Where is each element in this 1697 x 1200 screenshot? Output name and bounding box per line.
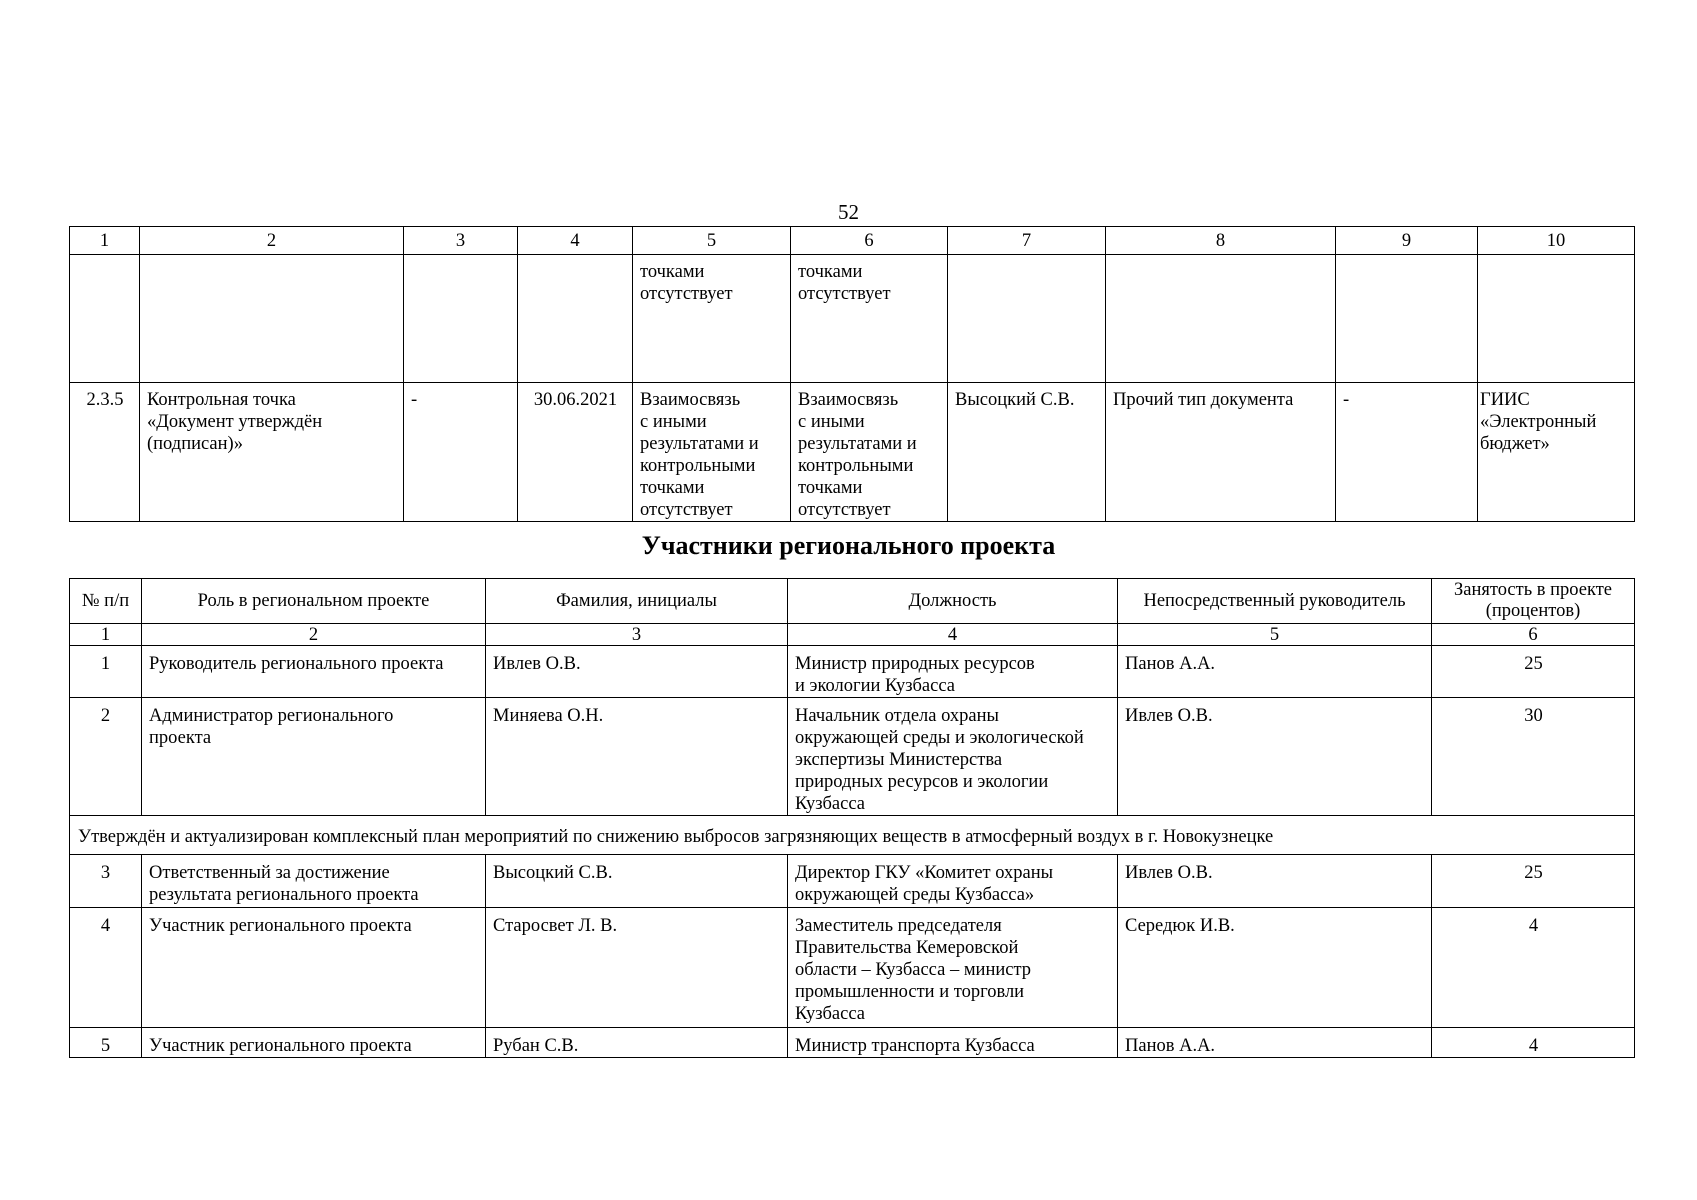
column-number: 3 bbox=[404, 227, 518, 255]
name-cell: Старосвет Л. В. bbox=[486, 908, 788, 1028]
name-cell: Ивлев О.В. bbox=[486, 646, 788, 698]
responsible-cell: Высоцкий С.В. bbox=[948, 383, 1106, 522]
cell-line: результатами и bbox=[798, 434, 917, 454]
role-cell bbox=[142, 646, 486, 698]
column-header: Роль в региональном проекте bbox=[142, 579, 486, 624]
cell-line: Директор ГКУ «Комитет охраны bbox=[795, 863, 1054, 883]
load-cell: 25 bbox=[1432, 646, 1635, 698]
relations-results-cell bbox=[633, 383, 791, 522]
role-cell bbox=[142, 855, 486, 908]
name-cell: Высоцкий С.В. bbox=[486, 855, 788, 908]
cell-line: природных ресурсов и экологии bbox=[795, 772, 1049, 792]
cell-line: Министр природных ресурсов bbox=[795, 654, 1035, 674]
column-header: Фамилия, инициалы bbox=[486, 579, 788, 624]
position-cell bbox=[788, 698, 1118, 816]
cell-line: Участник регионального проекта bbox=[149, 1036, 412, 1056]
name-cell: Рубан С.В. bbox=[486, 1028, 788, 1058]
table-row bbox=[70, 1028, 1635, 1058]
cell-line: с иными bbox=[640, 412, 707, 432]
cell-line: области – Кузбасса – министр bbox=[795, 960, 1032, 980]
column-header: Непосредственный руководитель bbox=[1118, 579, 1432, 624]
result-group-row bbox=[70, 816, 1635, 855]
role-cell bbox=[142, 1028, 486, 1058]
row-number-cell: 2 bbox=[70, 698, 142, 816]
position-cell bbox=[788, 1028, 1118, 1058]
load-cell: 30 bbox=[1432, 698, 1635, 816]
cell-line: Контрольная точка bbox=[147, 390, 296, 410]
table-cell bbox=[1336, 255, 1478, 383]
table-row-2-3-5 bbox=[70, 383, 1635, 522]
cell-line: окружающей среды и экологической bbox=[795, 728, 1084, 748]
role-cell bbox=[142, 698, 486, 816]
column-number: 10 bbox=[1478, 227, 1635, 255]
cell-line: и экологии Кузбасса bbox=[795, 676, 956, 696]
relations-checkpoints-cell bbox=[791, 383, 948, 522]
cell-line: отсутствует bbox=[798, 284, 891, 304]
cell-line: результата регионального проекта bbox=[149, 885, 419, 905]
manager-cell: Ивлев О.В. bbox=[1118, 698, 1432, 816]
cell-line: Правительства Кемеровской bbox=[795, 938, 1019, 958]
position-cell bbox=[788, 646, 1118, 698]
cell-line: отсутствует bbox=[640, 284, 733, 304]
manager-cell: Ивлев О.В. bbox=[1118, 855, 1432, 908]
information-system-cell bbox=[1478, 383, 1635, 522]
column-number: 4 bbox=[518, 227, 633, 255]
cell-line: отсутствует bbox=[798, 500, 891, 520]
relations-checkpoints-cell bbox=[791, 255, 948, 383]
position-cell bbox=[788, 855, 1118, 908]
checkpoint-name-cell bbox=[140, 383, 404, 522]
results-table-continuation bbox=[69, 226, 1635, 522]
column-number: 3 bbox=[486, 624, 788, 646]
row-number-cell: 4 bbox=[70, 908, 142, 1028]
cell-line: точками bbox=[798, 478, 863, 498]
row-number-cell: 1 bbox=[70, 646, 142, 698]
row-number-cell: 2.3.5 bbox=[70, 383, 140, 522]
cell-line: Начальник отдела охраны bbox=[795, 706, 999, 726]
end-date-cell: 30.06.2021 bbox=[518, 383, 633, 522]
section-title: Участники регионального проекта bbox=[641, 531, 1056, 560]
table-cell: - bbox=[1336, 383, 1478, 522]
cell-line: (подписан)» bbox=[147, 434, 243, 454]
table-cell bbox=[1106, 255, 1336, 383]
column-number: 4 bbox=[788, 624, 1118, 646]
column-number-row bbox=[70, 624, 1635, 646]
row-number-cell: 5 bbox=[70, 1028, 142, 1058]
manager-cell: Середюк И.В. bbox=[1118, 908, 1432, 1028]
manager-cell: Панов А.А. bbox=[1118, 1028, 1432, 1058]
column-number: 7 bbox=[948, 227, 1106, 255]
cell-line: «Электронный bbox=[1480, 412, 1597, 432]
name-cell: Миняева О.Н. bbox=[486, 698, 788, 816]
cell-line: бюджет» bbox=[1480, 434, 1550, 454]
cell-line: Кузбасса bbox=[795, 794, 865, 814]
table-cell bbox=[404, 255, 518, 383]
column-header bbox=[1432, 579, 1635, 624]
start-date-cell: - bbox=[404, 383, 518, 522]
column-number-row bbox=[70, 227, 1635, 255]
table-cell bbox=[1478, 255, 1635, 383]
cell-line: Взаимосвязь bbox=[798, 390, 899, 410]
header-line: Занятость в проекте bbox=[1453, 580, 1613, 600]
result-description: Утверждён и актуализирован комплексный план мероприятий по снижению выбросов загрязняющих веществ в атмосферный воздух в г. Новокузнецке bbox=[70, 816, 1635, 855]
cell-line: контрольными bbox=[798, 456, 914, 476]
header-line: (процентов) bbox=[1485, 601, 1581, 621]
participants-table bbox=[69, 578, 1635, 1058]
cell-line: с иными bbox=[798, 412, 865, 432]
column-number: 9 bbox=[1336, 227, 1478, 255]
cell-line: результатами и bbox=[640, 434, 759, 454]
row-number-cell: 3 bbox=[70, 855, 142, 908]
manager-cell: Панов А.А. bbox=[1118, 646, 1432, 698]
cell-line: экспертизы Министерства bbox=[795, 750, 1003, 770]
column-number: 6 bbox=[791, 227, 948, 255]
table-cell bbox=[70, 255, 140, 383]
column-number: 2 bbox=[142, 624, 486, 646]
page-number: 52 bbox=[838, 200, 859, 224]
column-header: № п/п bbox=[70, 579, 142, 624]
load-cell: 25 bbox=[1432, 855, 1635, 908]
cell-line: Администратор регионального bbox=[149, 706, 394, 726]
table-row bbox=[70, 855, 1635, 908]
load-cell: 4 bbox=[1432, 1028, 1635, 1058]
cell-line: промышленности и торговли bbox=[795, 982, 1025, 1002]
table-row bbox=[70, 908, 1635, 1028]
position-cell bbox=[788, 908, 1118, 1028]
table-row bbox=[70, 646, 1635, 698]
table-row bbox=[70, 698, 1635, 816]
cell-line: ГИИС bbox=[1480, 390, 1530, 410]
role-cell bbox=[142, 908, 486, 1028]
column-number: 8 bbox=[1106, 227, 1336, 255]
cell-line: Ответственный за достижение bbox=[149, 863, 390, 883]
load-cell: 4 bbox=[1432, 908, 1635, 1028]
table-cell bbox=[140, 255, 404, 383]
document-type-cell: Прочий тип документа bbox=[1106, 383, 1336, 522]
cell-line: Руководитель регионального проекта bbox=[149, 654, 444, 674]
table-cell bbox=[948, 255, 1106, 383]
cell-line: контрольными bbox=[640, 456, 756, 476]
cell-line: точками bbox=[798, 262, 863, 282]
cell-line: отсутствует bbox=[640, 500, 733, 520]
participants-header-row bbox=[70, 579, 1635, 624]
cell-line: Взаимосвязь bbox=[640, 390, 741, 410]
cell-line: точками bbox=[640, 262, 705, 282]
cell-line: «Документ утверждён bbox=[147, 412, 323, 432]
cell-line: точками bbox=[640, 478, 705, 498]
column-number: 2 bbox=[140, 227, 404, 255]
column-number: 5 bbox=[633, 227, 791, 255]
cell-line: Участник регионального проекта bbox=[149, 916, 412, 936]
table-row-continuation bbox=[70, 255, 1635, 383]
cell-line: Заместитель председателя bbox=[795, 916, 1002, 936]
cell-line: Министр транспорта Кузбасса bbox=[795, 1036, 1035, 1056]
column-number: 1 bbox=[70, 624, 142, 646]
column-header: Должность bbox=[788, 579, 1118, 624]
column-number: 6 bbox=[1432, 624, 1635, 646]
cell-line: Кузбасса bbox=[795, 1004, 865, 1024]
relations-results-cell bbox=[633, 255, 791, 383]
cell-line: окружающей среды Кузбасса» bbox=[795, 885, 1035, 905]
column-number: 5 bbox=[1118, 624, 1432, 646]
column-number: 1 bbox=[70, 227, 140, 255]
cell-line: проекта bbox=[149, 728, 212, 748]
table-cell bbox=[518, 255, 633, 383]
